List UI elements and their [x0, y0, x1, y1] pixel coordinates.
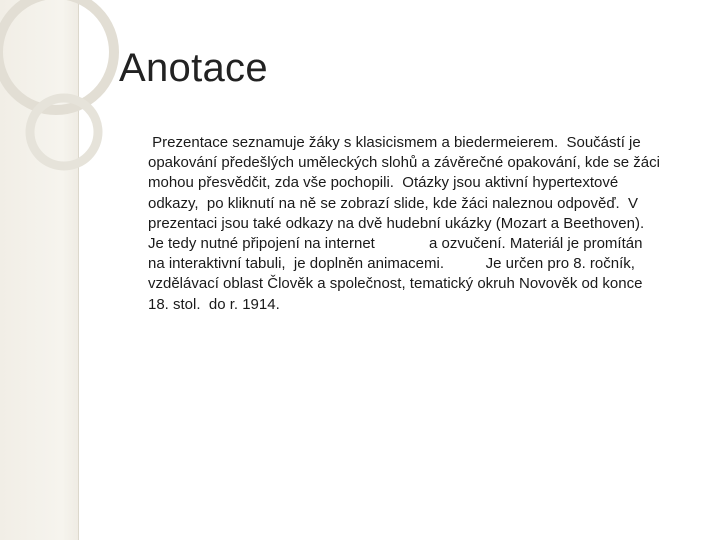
- annotation-text: [148, 133, 708, 315]
- text-line: vzdělávací oblast Člověk a společnost, tematický okruh Novověk od konce: [148, 275, 643, 293]
- text-line: Prezentace seznamuje žáky s klasicismem a biedermeierem. Součástí je: [148, 134, 641, 151]
- text-line: Je tedy nutné připojení na internet a ozvučení. Materiál je promítán: [148, 235, 643, 253]
- text-line: mohou přesvědčit, zda vše pochopili. Otázky jsou aktivní hypertextové: [148, 174, 619, 192]
- decorative-rings: [0, 0, 140, 220]
- text-line: prezentaci jsou také odkazy na dvě hudební ukázky (Mozart a Beethoven).: [148, 214, 645, 232]
- top-ring: [0, 0, 114, 110]
- slide-title: Anotace: [119, 46, 268, 90]
- text-line: opakování předešlých uměleckých slohů a závěrečné opakování, kde se žáci: [148, 154, 660, 172]
- text-line: na interaktivní tabuli, je doplněn animacemi. Je určen pro 8. ročník,: [148, 255, 635, 273]
- text-line: odkazy, po kliknutí na ně se zobrazí slide, kde žáci naleznou odpověď. V: [148, 194, 639, 212]
- text-line: 18. stol. do r. 1914.: [148, 295, 280, 313]
